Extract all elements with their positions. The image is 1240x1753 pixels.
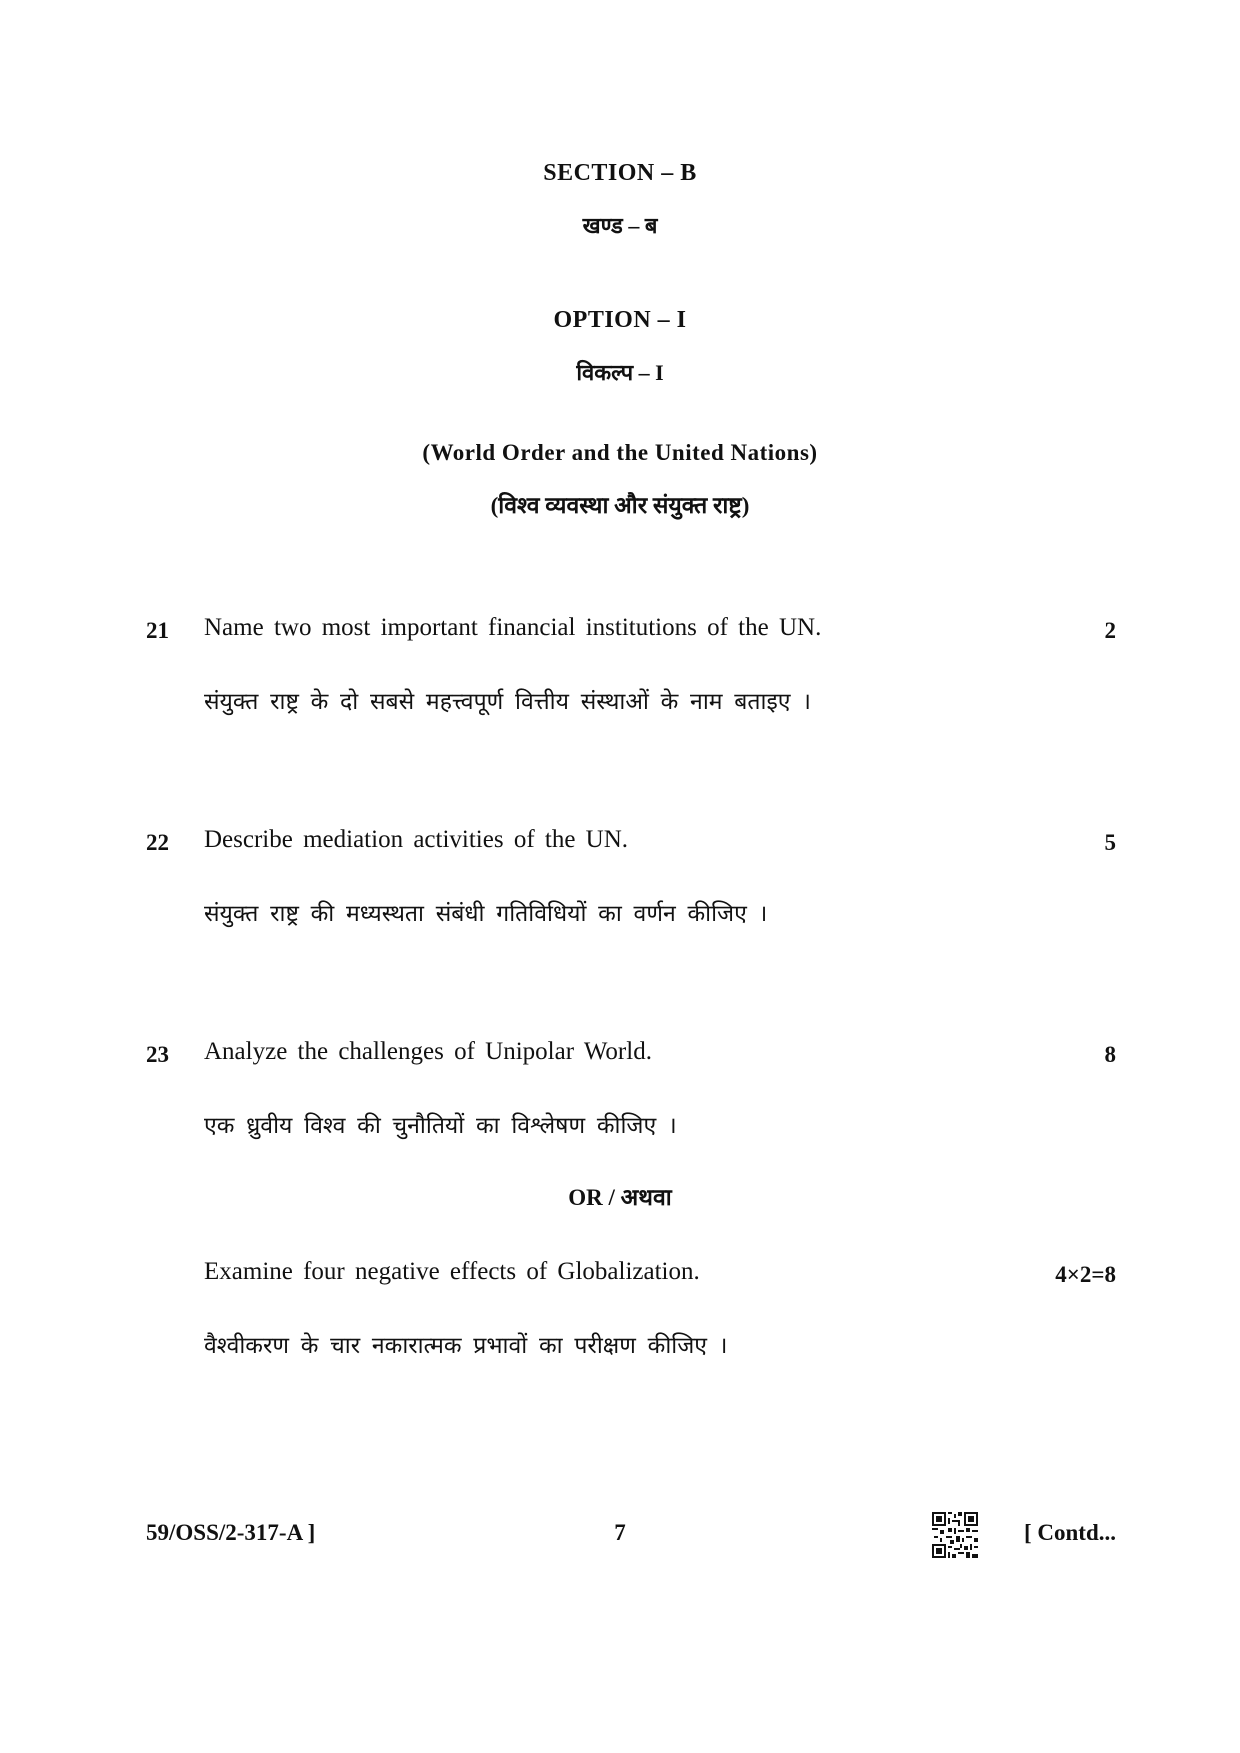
question-text-hindi: एक ध्रुवीय विश्व की चुनौतियों का विश्लेषण कीजिए । <box>204 1113 677 1138</box>
or-separator: OR / अथवा <box>568 1185 672 1210</box>
section-title: SECTION – B <box>543 160 697 186</box>
topic-title: (World Order and the United Nations) <box>422 440 818 465</box>
option-title-hindi: विकल्प – I <box>576 360 664 385</box>
question-text: Describe mediation activities of the UN. <box>204 826 629 853</box>
continued-label: [ Contd... <box>1023 1520 1116 1545</box>
question-marks: 2 <box>1104 618 1116 643</box>
section-title-hindi: खण्ड – ब <box>582 213 658 238</box>
question-number: 23 <box>146 1042 169 1067</box>
question-text: Name two most important financial institutions of the UN. <box>204 614 822 641</box>
page-number: 7 <box>614 1520 626 1545</box>
topic-title-hindi: (विश्व व्यवस्था और संयुक्त राष्ट्र) <box>490 493 750 518</box>
question-marks: 5 <box>1104 830 1116 855</box>
question-text-hindi: संयुक्त राष्ट्र की मध्यस्थता संबंधी गतिविधियों का वर्णन कीजिए । <box>204 901 768 926</box>
alternate-question-text: Examine four negative effects of Globalization. <box>204 1258 700 1285</box>
question-text: Analyze the challenges of Unipolar World. <box>204 1038 652 1065</box>
question-number: 22 <box>146 830 169 855</box>
alternate-question-marks: 4×2=8 <box>1055 1262 1116 1287</box>
paper-code: 59/OSS/2-317-A ] <box>146 1520 316 1545</box>
qr-code-icon <box>932 1512 978 1558</box>
question-text-hindi: संयुक्त राष्ट्र के दो सबसे महत्त्वपूर्ण वित्तीय संस्थाओं के नाम बताइए । <box>204 689 811 714</box>
question-number: 21 <box>146 618 169 643</box>
question-marks: 8 <box>1104 1042 1116 1067</box>
alternate-question-text-hindi: वैश्वीकरण के चार नकारात्मक प्रभावों का परीक्षण कीजिए । <box>204 1333 728 1358</box>
option-title: OPTION – I <box>553 307 687 333</box>
